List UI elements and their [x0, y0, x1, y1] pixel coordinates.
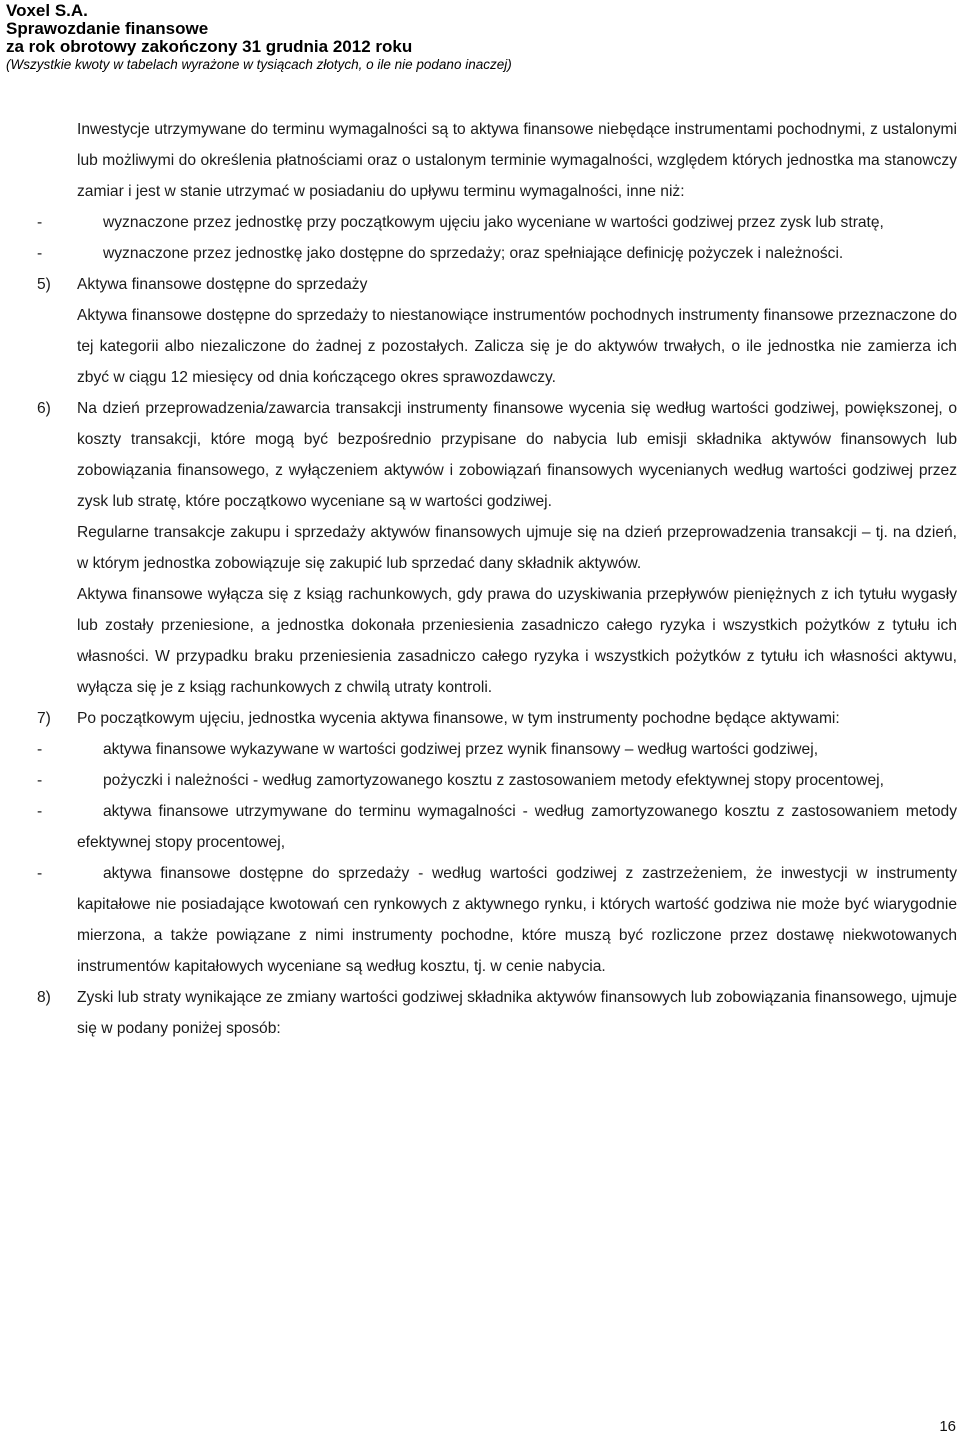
- list-item-text: wyznaczone przez jednostkę jako dostępne do sprzedaży; oraz spełniające definicję pożyczek i należności.: [103, 245, 844, 262]
- amounts-note: (Wszystkie kwoty w tabelach wyrażone w tysiącach złotych, o ile nie podano inaczej): [6, 57, 512, 72]
- section-text: Zyski lub straty wynikające ze zmiany wartości godziwej składnika aktywów finansowych lub zobowiązania finansowego, ujmuje się w podany poniżej sposób:: [77, 989, 957, 1037]
- section-number: 8): [37, 989, 51, 1006]
- list-dash: -: [37, 245, 43, 262]
- section-text: Po początkowym ujęciu, jednostka wycenia aktywa finansowe, w tym instrumenty pochodne będące aktywami:: [77, 710, 840, 727]
- section-8: [37, 982, 957, 1044]
- list-dash: -: [37, 803, 43, 820]
- section-paragraph: Na dzień przeprowadzenia/zawarcia transakcji instrumenty finansowe wycenia się według wartości godziwej, powiększonej, o koszty transakcji, które mogą być bezpośrednio przypisane do nabycia lub emisji składnika aktywów finansowych lub zobowiązania finansowego, z wyłączeniem aktywów i zobowiązań finansowych wycenianych według wartości godziwej przez zysk lub stratę, które początkowo wyceniane są w wartości godziwej.: [77, 400, 957, 510]
- list-item-text: pożyczki i należności - według zamortyzowanego kosztu z zastosowaniem metody efektywnej stopy procentowej,: [103, 772, 884, 789]
- company-name: Voxel S.A.: [6, 1, 88, 20]
- section-number: 7): [37, 710, 51, 727]
- section-paragraph: Aktywa finansowe wyłącza się z ksiąg rachunkowych, gdy prawa do uzyskiwania przepływów pieniężnych z ich tytułu wygasły lub zostały przeniesione, a jednostka dokonała przeniesienia zasadniczo całego ryzyka i wszystkich pożytków z tytułu ich własności. W przypadku braku przeniesienia zasadniczo całego ryzyka i wszystkich pożytków z tytułu ich własności aktywu, wyłącza się je z ksiąg rachunkowych z chwilą utraty kontroli.: [77, 586, 957, 696]
- section-7-list-item: [37, 734, 957, 765]
- section-number: 6): [37, 400, 51, 417]
- section-6: [37, 393, 957, 703]
- list-item-text: aktywa finansowe wykazywane w wartości godziwej przez wynik finansowy – według wartości godziwej,: [103, 741, 819, 758]
- list-dash: -: [37, 741, 43, 758]
- page-number: 16: [939, 1418, 956, 1435]
- intro-text: Inwestycje utrzymywane do terminu wymagalności są to aktywa finansowe niebędące instrumentami pochodnymi, z ustalonymi lub możliwymi do określenia płatnościami oraz o ustalonym terminie wymagalności, względem których jednostka ma stanowczy zamiar i jest w stanie utrzymać w posiadaniu do upływu terminu wymagalności, inne niż:: [77, 121, 957, 200]
- section-heading: Aktywa finansowe dostępne do sprzedaży: [77, 276, 368, 293]
- list-item-text: wyznaczone przez jednostkę przy początkowym ujęciu jako wyceniane w wartości godziwej przez zysk lub stratę,: [103, 214, 884, 231]
- section-7-list-item: [37, 765, 957, 796]
- document-title: Sprawozdanie finansowe: [6, 19, 209, 38]
- intro-paragraph: [37, 114, 957, 207]
- intro-list-item: [37, 238, 957, 269]
- intro-list-item: [37, 207, 957, 238]
- list-item-text: aktywa finansowe utrzymywane do terminu wymagalności - według zamortyzowanego kosztu z zastosowaniem metody efektywnej stopy procentowej,: [77, 803, 957, 851]
- reporting-period: za rok obrotowy zakończony 31 grudnia 2012 roku: [6, 37, 413, 56]
- page-header: [6, 2, 512, 74]
- section-number: 5): [37, 276, 51, 293]
- section-7: [37, 703, 957, 734]
- section-5: [37, 269, 957, 393]
- list-dash: -: [37, 865, 43, 882]
- section-paragraph: Regularne transakcje zakupu i sprzedaży aktywów finansowych ujmuje się na dzień przeprowadzenia transakcji – tj. na dzień, w którym jednostka zobowiązuje się zakupić lub sprzedać dany składnik aktywów.: [77, 524, 957, 572]
- section-7-list-item: [37, 796, 957, 858]
- document-body: [37, 114, 957, 1044]
- section-text: Aktywa finansowe dostępne do sprzedaży to niestanowiące instrumentów pochodnych instrumenty finansowe przeznaczone do tej kategorii albo niezaliczone do żadnej z pozostałych. Zalicza się je do aktywów trwałych, o ile jednostka nie zamierza ich zbyć w ciągu 12 miesięcy od dnia kończącego okres sprawozdawczy.: [77, 307, 957, 386]
- section-7-list-item: [37, 858, 957, 982]
- list-dash: -: [37, 214, 43, 231]
- list-item-text: aktywa finansowe dostępne do sprzedaży - według wartości godziwej z zastrzeżeniem, że inwestycji w instrumenty kapitałowe nie posiadające kwotowań cen rynkowych z aktywnego rynku, i których wartość godziwa nie może być wiarygodnie mierzona, a także powiązane z nimi instrumenty pochodne, które muszą być rozliczone przez dostawę niekwotowanych instrumentów kapitałowych wyceniane są według kosztu, tj. w cenie nabycia.: [77, 865, 957, 975]
- list-dash: -: [37, 772, 43, 789]
